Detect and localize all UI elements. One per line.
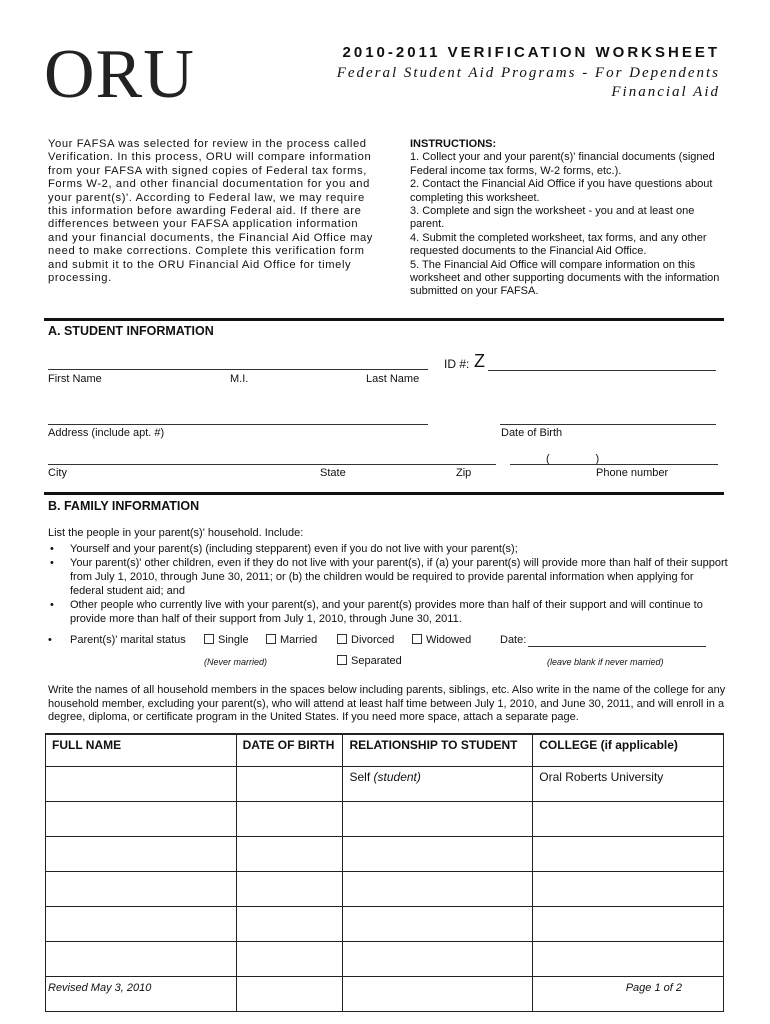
subtitle-line-2: Financial Aid bbox=[611, 84, 720, 100]
oru-logo: ORU bbox=[44, 36, 195, 113]
date-input-line[interactable] bbox=[528, 646, 706, 647]
option-label: Single bbox=[218, 634, 249, 646]
relationship-student: (student) bbox=[373, 770, 421, 784]
family-bullets bbox=[48, 542, 728, 626]
table-cell[interactable] bbox=[236, 837, 343, 872]
option-single[interactable] bbox=[204, 634, 249, 646]
instruction-item: 5. The Financial Aid Office will compare information on this worksheet and other supporting documents with the information submitted on your FAFSA. bbox=[410, 258, 720, 298]
checkbox[interactable] bbox=[412, 634, 422, 644]
family-lead: List the people in your parent(s)' household. Include: bbox=[48, 527, 304, 539]
instruction-item: 2. Contact the Financial Aid Office if you have questions about completing this worksheet. bbox=[410, 178, 713, 204]
last-name-label: Last Name bbox=[366, 373, 420, 385]
college-name: Oral Roberts University bbox=[539, 770, 664, 784]
column-header: DATE OF BIRTH bbox=[236, 734, 343, 767]
phone-input-line[interactable] bbox=[510, 464, 718, 465]
checkbox[interactable] bbox=[204, 634, 214, 644]
relationship-self: Self bbox=[349, 770, 371, 784]
city-state-zip-input-line[interactable] bbox=[48, 464, 496, 465]
column-header: RELATIONSHIP TO STUDENT bbox=[343, 734, 533, 767]
checkbox[interactable] bbox=[266, 634, 276, 644]
table-row bbox=[46, 837, 724, 872]
table-cell[interactable] bbox=[46, 802, 237, 837]
table-row bbox=[46, 942, 724, 977]
bullet-glyph: • bbox=[48, 634, 52, 646]
instruction-item: 1. Collect your and your parent(s)' financial documents (signed Federal income tax forms, W-2 forms, etc.). bbox=[410, 151, 715, 177]
table-cell[interactable] bbox=[46, 767, 237, 802]
table-header-row bbox=[46, 734, 724, 767]
instruction-item: 3. Complete and sign the worksheet - you and at least one parent. bbox=[410, 205, 695, 231]
table-cell[interactable] bbox=[236, 802, 343, 837]
instructions bbox=[410, 138, 726, 299]
never-married-note: (Never married) bbox=[204, 657, 268, 667]
table-row bbox=[46, 802, 724, 837]
table-cell[interactable] bbox=[343, 767, 533, 802]
table-cell[interactable] bbox=[533, 802, 724, 837]
mi-label: M.I. bbox=[230, 373, 249, 385]
table-cell[interactable] bbox=[46, 907, 237, 942]
table-cell[interactable] bbox=[343, 802, 533, 837]
option-label: Widowed bbox=[426, 634, 472, 646]
phone-area-code: ( ) bbox=[546, 453, 600, 465]
option-widowed[interactable] bbox=[412, 634, 471, 646]
list-item: • Your parent(s)' other children, even if they do not live with your parent(s), if (a) your parent(s) will provide more than half of their support from July 1, 2010, through June 30, 2011; or (b) the children would be required to provide parental information when applying for federal student aid; and bbox=[70, 556, 728, 598]
first-name-label: First Name bbox=[48, 373, 102, 385]
list-item: • Other people who currently live with your parent(s), and your parent(s) provides more than half of their support and will continue to provide more than half of their support from July 1, 2010, through June 30, 2011. bbox=[70, 598, 728, 626]
table-cell[interactable] bbox=[46, 872, 237, 907]
table-cell[interactable] bbox=[533, 872, 724, 907]
table-cell[interactable] bbox=[343, 872, 533, 907]
list-item: • Yourself and your parent(s) (including stepparent) even if you do not live with your parent(s); bbox=[70, 542, 728, 556]
dob-input-line[interactable] bbox=[500, 424, 716, 425]
table-cell[interactable] bbox=[533, 837, 724, 872]
checkbox[interactable] bbox=[337, 655, 347, 665]
column-header: COLLEGE (if applicable) bbox=[533, 734, 724, 767]
family-instructions bbox=[48, 526, 728, 626]
section-divider bbox=[44, 318, 724, 321]
table-cell[interactable] bbox=[343, 907, 533, 942]
worksheet-subtitle bbox=[337, 64, 720, 102]
zip-label: Zip bbox=[456, 467, 472, 479]
intro-paragraph: Your FAFSA was selected for review in the process called Verification. In this process, ORU will compare information from your FAFSA with signed copies of Federal tax forms, Forms W-2, and other financial documentation for you and your parent(s)'. According to Federal law, we may require this information before awarding Federal aid. If there are differences between your FAFSA application information and your financial documents, the Financial Aid Office may need to make corrections. Complete this verification form and submit it to the ORU Financial Aid Office for timely processing. bbox=[48, 138, 374, 285]
id-input-line[interactable] bbox=[488, 370, 716, 371]
instructions-heading: INSTRUCTIONS: bbox=[410, 138, 497, 150]
table-row bbox=[46, 872, 724, 907]
address-label: Address (include apt. #) bbox=[48, 427, 165, 439]
table-cell[interactable] bbox=[236, 942, 343, 977]
table-cell[interactable] bbox=[343, 977, 533, 1012]
id-prefix: Z bbox=[474, 351, 485, 371]
section-a-title: A. STUDENT INFORMATION bbox=[48, 324, 214, 338]
instruction-item: 4. Submit the completed worksheet, tax forms, and any other requested documents to the Financial Aid Office. bbox=[410, 231, 707, 258]
table-row bbox=[46, 907, 724, 942]
option-divorced[interactable] bbox=[337, 634, 394, 646]
table-cell[interactable] bbox=[533, 767, 724, 802]
household-table bbox=[45, 733, 724, 1012]
table-cell[interactable] bbox=[236, 872, 343, 907]
table-cell[interactable] bbox=[236, 977, 343, 1012]
table-cell[interactable] bbox=[236, 907, 343, 942]
subtitle-line-1: Federal Student Aid Programs - For Dependents bbox=[336, 65, 720, 81]
option-separated[interactable] bbox=[337, 655, 402, 667]
leave-blank-note: (leave blank if never married) bbox=[547, 657, 664, 667]
option-label: Divorced bbox=[351, 634, 395, 646]
section-b-title: B. FAMILY INFORMATION bbox=[48, 499, 200, 513]
date-label: Date: bbox=[500, 634, 527, 646]
table-row bbox=[46, 767, 724, 802]
option-married[interactable] bbox=[266, 634, 317, 646]
city-label: City bbox=[48, 467, 67, 479]
id-label: ID #: bbox=[444, 357, 470, 371]
section-divider bbox=[44, 492, 724, 495]
page-number: Page 1 of 2 bbox=[625, 982, 682, 994]
option-label: Married bbox=[280, 634, 318, 646]
state-label: State bbox=[320, 467, 346, 479]
revised-date: Revised May 3, 2010 bbox=[48, 982, 152, 994]
table-cell[interactable] bbox=[343, 942, 533, 977]
table-cell[interactable] bbox=[533, 907, 724, 942]
table-cell[interactable] bbox=[46, 837, 237, 872]
table-cell[interactable] bbox=[236, 767, 343, 802]
name-input-line[interactable] bbox=[48, 369, 428, 370]
address-input-line[interactable] bbox=[48, 424, 428, 425]
worksheet-title: 2010-2011 VERIFICATION WORKSHEET bbox=[342, 44, 720, 61]
column-header: FULL NAME bbox=[46, 734, 237, 767]
dob-label: Date of Birth bbox=[501, 427, 563, 439]
write-names-paragraph: Write the names of all household members in the spaces below including parents, siblings, etc. Also write in the name of the college for any household member, excluding your parent(s), who will attend at least half time between July 1, 2010, and June 30, 2011, and will enroll in a degree, diploma, or certificate program in the United States. If you need more space, attach a separate page. bbox=[48, 684, 726, 724]
table-cell[interactable] bbox=[343, 837, 533, 872]
option-label: Separated bbox=[351, 655, 402, 667]
table-cell[interactable] bbox=[46, 942, 237, 977]
marital-status-label: Parent(s)' marital status bbox=[70, 634, 186, 646]
checkbox[interactable] bbox=[337, 634, 347, 644]
phone-label: Phone number bbox=[596, 467, 669, 479]
table-cell[interactable] bbox=[533, 942, 724, 977]
